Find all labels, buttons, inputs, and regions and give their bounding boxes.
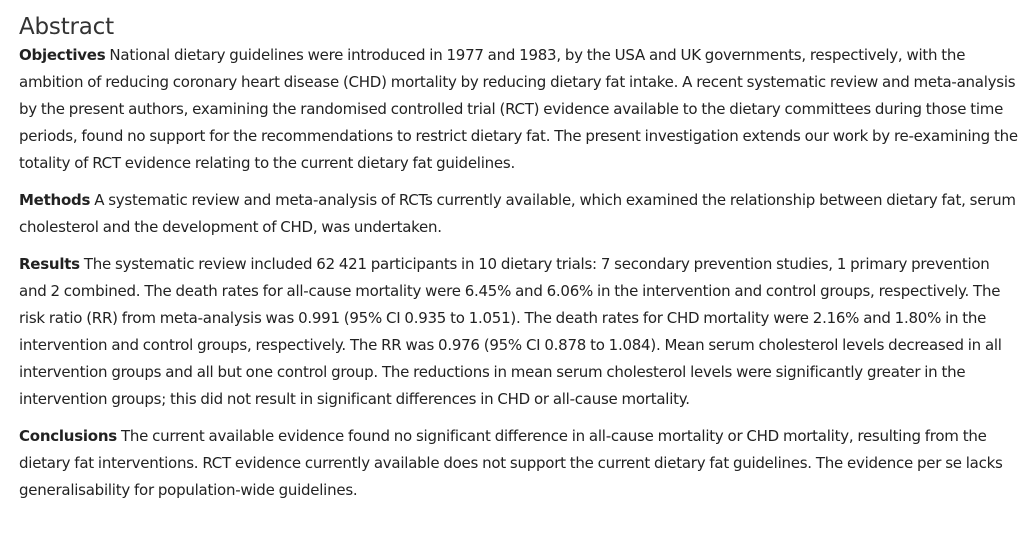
methods-paragraph bbox=[19, 187, 1019, 241]
results-paragraph bbox=[19, 251, 1019, 413]
abstract-section bbox=[19, 12, 1019, 504]
methods-text: A systematic review and meta-analysis of RCTs currently available, which examined the relationship between dietary fat, serum cholesterol and the development of CHD, was undertaken. bbox=[19, 191, 1016, 236]
objectives-paragraph bbox=[19, 42, 1019, 177]
results-label: Results bbox=[19, 255, 80, 273]
abstract-heading: Abstract bbox=[19, 14, 114, 40]
conclusions-paragraph bbox=[19, 423, 1019, 504]
objectives-text: National dietary guidelines were introduced in 1977 and 1983, by the USA and UK governments, respectively, with the ambition of reducing coronary heart disease (CHD) mortality by reducing dietary fat intake. A recent systematic review and meta-analysis by the present authors, examining the randomised controlled trial (RCT) evidence available to the dietary committees during those time periods, found no support for the recommendations to restrict dietary fat. The present investigation extends our work by re-examining the totality of RCT evidence relating to the current dietary fat guidelines. bbox=[19, 46, 1018, 172]
conclusions-text: The current available evidence found no significant difference in all-cause mortality or CHD mortality, resulting from the dietary fat interventions. RCT evidence currently available does not support the current dietary fat guidelines. The evidence per se lacks generalisability for population-wide guidelines. bbox=[19, 427, 1003, 499]
methods-label: Methods bbox=[19, 191, 91, 209]
conclusions-label: Conclusions bbox=[19, 427, 117, 445]
objectives-label: Objectives bbox=[19, 46, 106, 64]
results-text: The systematic review included 62 421 participants in 10 dietary trials: 7 secondary prevention studies, 1 primary prevention and 2 combined. The death rates for all-cause mortality were 6.45% and 6.06% in the intervention and control groups, respectively. The risk ratio (RR) from meta-analysis was 0.991 (95% CI 0.935 to 1.051). The death rates for CHD mortality were 2.16% and 1.80% in the intervention and control groups, respectively. The RR was 0.976 (95% CI 0.878 to 1.084). Mean serum cholesterol levels decreased in all intervention groups and all but one control group. The reductions in mean serum cholesterol levels were significantly greater in the intervention groups; this did not result in significant differences in CHD or all-cause mortality. bbox=[19, 255, 1002, 408]
